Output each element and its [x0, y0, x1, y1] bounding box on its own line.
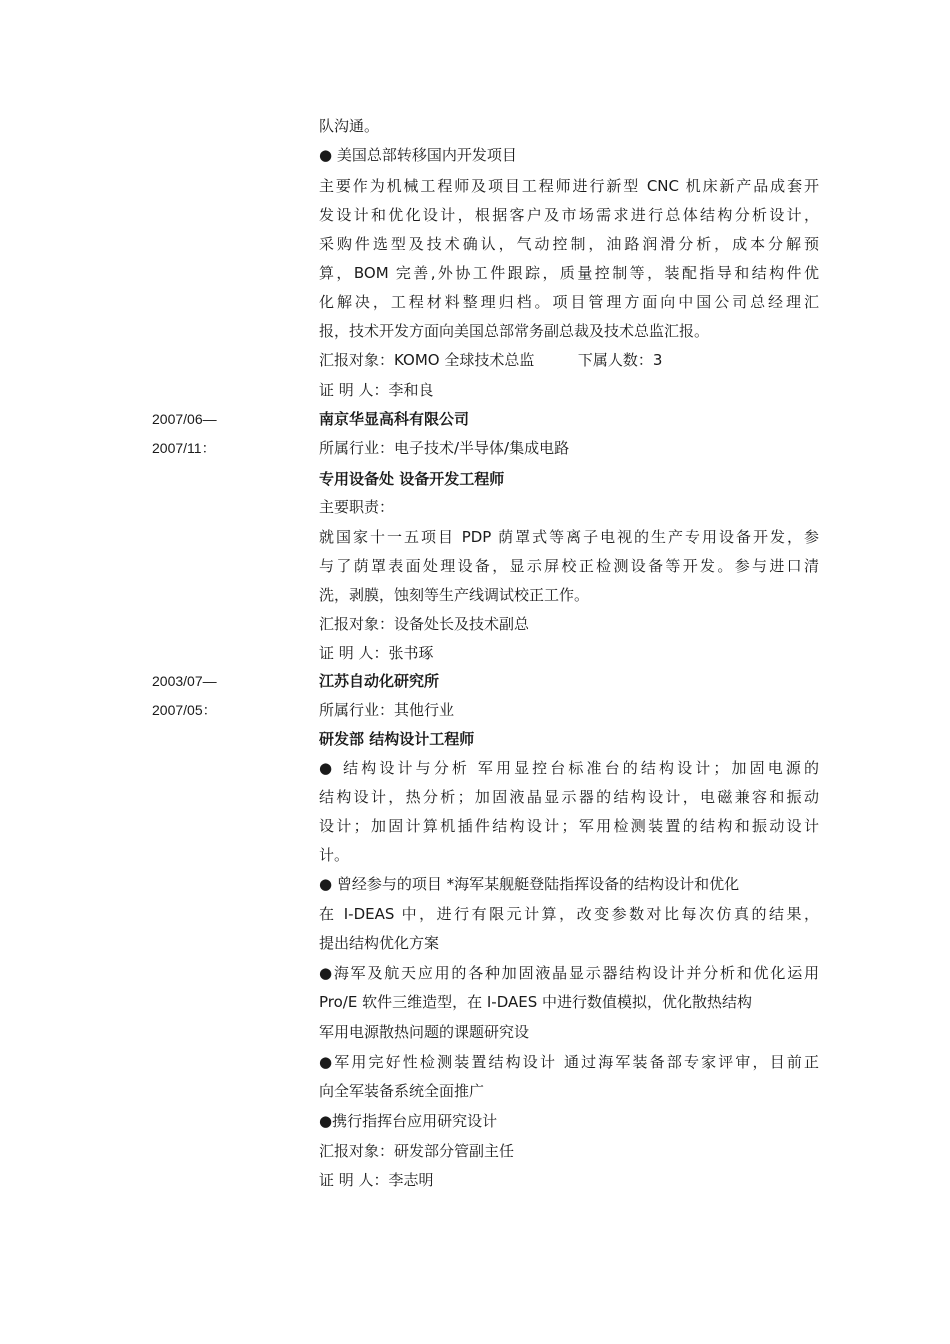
report-to: 汇报对象：设备处长及技术副总	[319, 615, 530, 633]
text-line: 报，技术开发方面向美国总部常务副总裁及技术总监汇报。	[319, 322, 710, 340]
company-name: 南京华显高科有限公司	[319, 410, 470, 428]
text-line: 化解决，工程材料整理归档。项目管理方面向中国公司总经理汇	[319, 293, 819, 311]
date-end: 2007/05：	[152, 702, 217, 718]
industry: 所属行业：电子技术/半导体/集成电路	[319, 439, 570, 457]
report-to: 汇报对象：研发部分管副主任	[319, 1142, 515, 1160]
text-line: 计。	[319, 846, 350, 864]
text-line: ●海军及航天应用的各种加固液晶显示器结构设计并分析和优化运用	[319, 964, 819, 982]
duties-label: 主要职责：	[319, 498, 395, 516]
date-start: 2003/07—	[152, 673, 217, 689]
report-to-text: 汇报对象：KOMO 全球技术总监	[319, 351, 535, 369]
text-line: 发设计和优化设计，根据客户及市场需求进行总体结构分析设计，	[319, 206, 819, 224]
bullet-project: ● 美国总部转移国内开发项目	[319, 146, 517, 164]
text-line: ● 结构设计与分析 军用显控台标准台的结构设计；加固电源的	[319, 759, 819, 777]
company-name: 江苏自动化研究所	[319, 672, 440, 690]
position-title: 研发部 结构设计工程师	[319, 730, 475, 748]
witness: 证 明 人：张书琢	[319, 644, 434, 662]
text-line: 算，BOM 完善,外协工件跟踪，质量控制等，装配指导和结构件优	[319, 264, 819, 282]
date-start: 2007/06—	[152, 411, 217, 427]
text-line: ●携行指挥台应用研究设计	[319, 1112, 498, 1130]
industry: 所属行业：其他行业	[319, 701, 455, 719]
text-line: 向全军装备系统全面推广	[319, 1082, 485, 1100]
date-end: 2007/11：	[152, 440, 216, 456]
text-line: 提出结构优化方案	[319, 934, 440, 952]
text-line: 主要作为机械工程师及项目工程师进行新型 CNC 机床新产品成套开	[319, 177, 819, 195]
text-line: 结构设计，热分析；加固液晶显示器的结构设计，电磁兼容和振动	[319, 788, 819, 806]
witness: 证 明 人：李和良	[319, 381, 434, 399]
witness: 证 明 人：李志明	[319, 1171, 434, 1189]
text-line: 设计；加固计算机插件结构设计；军用检测装置的结构和振动设计	[319, 817, 819, 835]
text-line: 队沟通。	[319, 117, 380, 135]
text-line: 洗，剥膜，蚀刻等生产线调试校正工作。	[319, 586, 590, 604]
text-line: ●军用完好性检测装置结构设计 通过海军装备部专家评审，目前正	[319, 1053, 819, 1071]
text-line: Pro/E 软件三维造型，在 I-DAES 中进行数值模拟，优化散热结构	[319, 993, 753, 1011]
position-title: 专用设备处 设备开发工程师	[319, 470, 505, 488]
text-line: 采购件选型及技术确认，气动控制，油路润滑分析，成本分解预	[319, 235, 819, 253]
text-line: 在 I-DEAS 中，进行有限元计算，改变参数对比每次仿真的结果，	[319, 905, 819, 923]
text-line: 军用电源散热问题的课题研究设	[319, 1023, 530, 1041]
report-to	[319, 350, 819, 370]
subordinates-text: 下属人数：3	[577, 351, 663, 369]
text-line: 就国家十一五项目 PDP 荫罩式等离子电视的生产专用设备开发，参	[319, 528, 819, 546]
text-line: ● 曾经参与的项目 *海军某舰艇登陆指挥设备的结构设计和优化	[319, 875, 740, 893]
text-line: 与了荫罩表面处理设备，显示屏校正检测设备等开发。参与进口清	[319, 557, 819, 575]
